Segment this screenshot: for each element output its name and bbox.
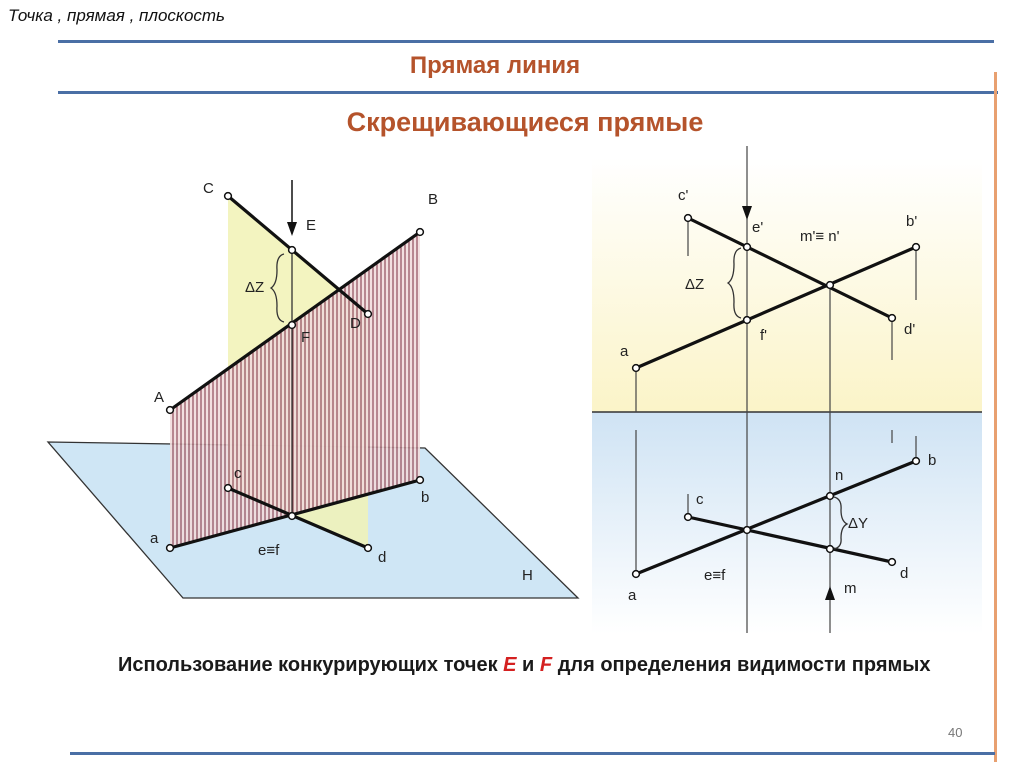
label-d-top: d bbox=[900, 565, 909, 582]
label-c: c bbox=[234, 465, 242, 482]
frontal-region bbox=[592, 158, 982, 412]
label-a-front: a bbox=[620, 343, 629, 360]
arrow-head bbox=[287, 222, 297, 236]
label-c-prime: c' bbox=[678, 187, 689, 204]
left-3d-figure bbox=[48, 180, 578, 598]
caption bbox=[118, 650, 978, 681]
label-b-top: b bbox=[928, 452, 937, 469]
page-number: 40 bbox=[948, 725, 963, 740]
label-delta-z: ΔZ bbox=[245, 279, 265, 296]
page-title: Прямая линия bbox=[409, 52, 581, 79]
horizontal-region bbox=[592, 412, 982, 634]
label-a: a bbox=[150, 530, 159, 547]
caption-point-f: F bbox=[539, 654, 553, 676]
label-m: m bbox=[844, 580, 857, 597]
label-D: D bbox=[350, 315, 361, 332]
label-f-prime: f' bbox=[760, 327, 768, 344]
footer-rule bbox=[70, 752, 995, 755]
subtitle: Скрещивающиеся прямые bbox=[346, 107, 704, 137]
label-m-n-prime: m'≡ n' bbox=[800, 228, 840, 245]
caption-point-e: E bbox=[503, 654, 517, 676]
label-c-top: c bbox=[696, 491, 704, 508]
label-delta-z-right: ΔZ bbox=[685, 276, 705, 293]
label-b: b bbox=[421, 489, 430, 506]
header-title: Точка , прямая , плоскость bbox=[8, 6, 225, 25]
caption-part3: для определения видимости прямых bbox=[552, 654, 931, 676]
label-E: E bbox=[306, 217, 317, 234]
label-b-prime: b' bbox=[906, 213, 918, 230]
label-e-prime: e' bbox=[752, 219, 764, 236]
label-d-prime: d' bbox=[904, 321, 916, 338]
label-delta-y: ΔY bbox=[848, 515, 869, 532]
label-H: H bbox=[522, 567, 533, 584]
label-a-top: a bbox=[628, 587, 637, 604]
label-d: d bbox=[378, 549, 387, 566]
label-F: F bbox=[301, 329, 311, 346]
caption-part2: и bbox=[516, 654, 540, 676]
label-C: C bbox=[203, 180, 214, 197]
right-orthographic-figure bbox=[592, 146, 982, 634]
label-n: n bbox=[835, 467, 844, 484]
label-e-eq-f-right: e≡f bbox=[704, 567, 726, 584]
label-e-eq-f: e≡f bbox=[258, 542, 280, 559]
label-A: A bbox=[154, 389, 165, 406]
label-B: B bbox=[428, 191, 439, 208]
caption-part1: Использование конкурирующих точек bbox=[118, 654, 504, 676]
